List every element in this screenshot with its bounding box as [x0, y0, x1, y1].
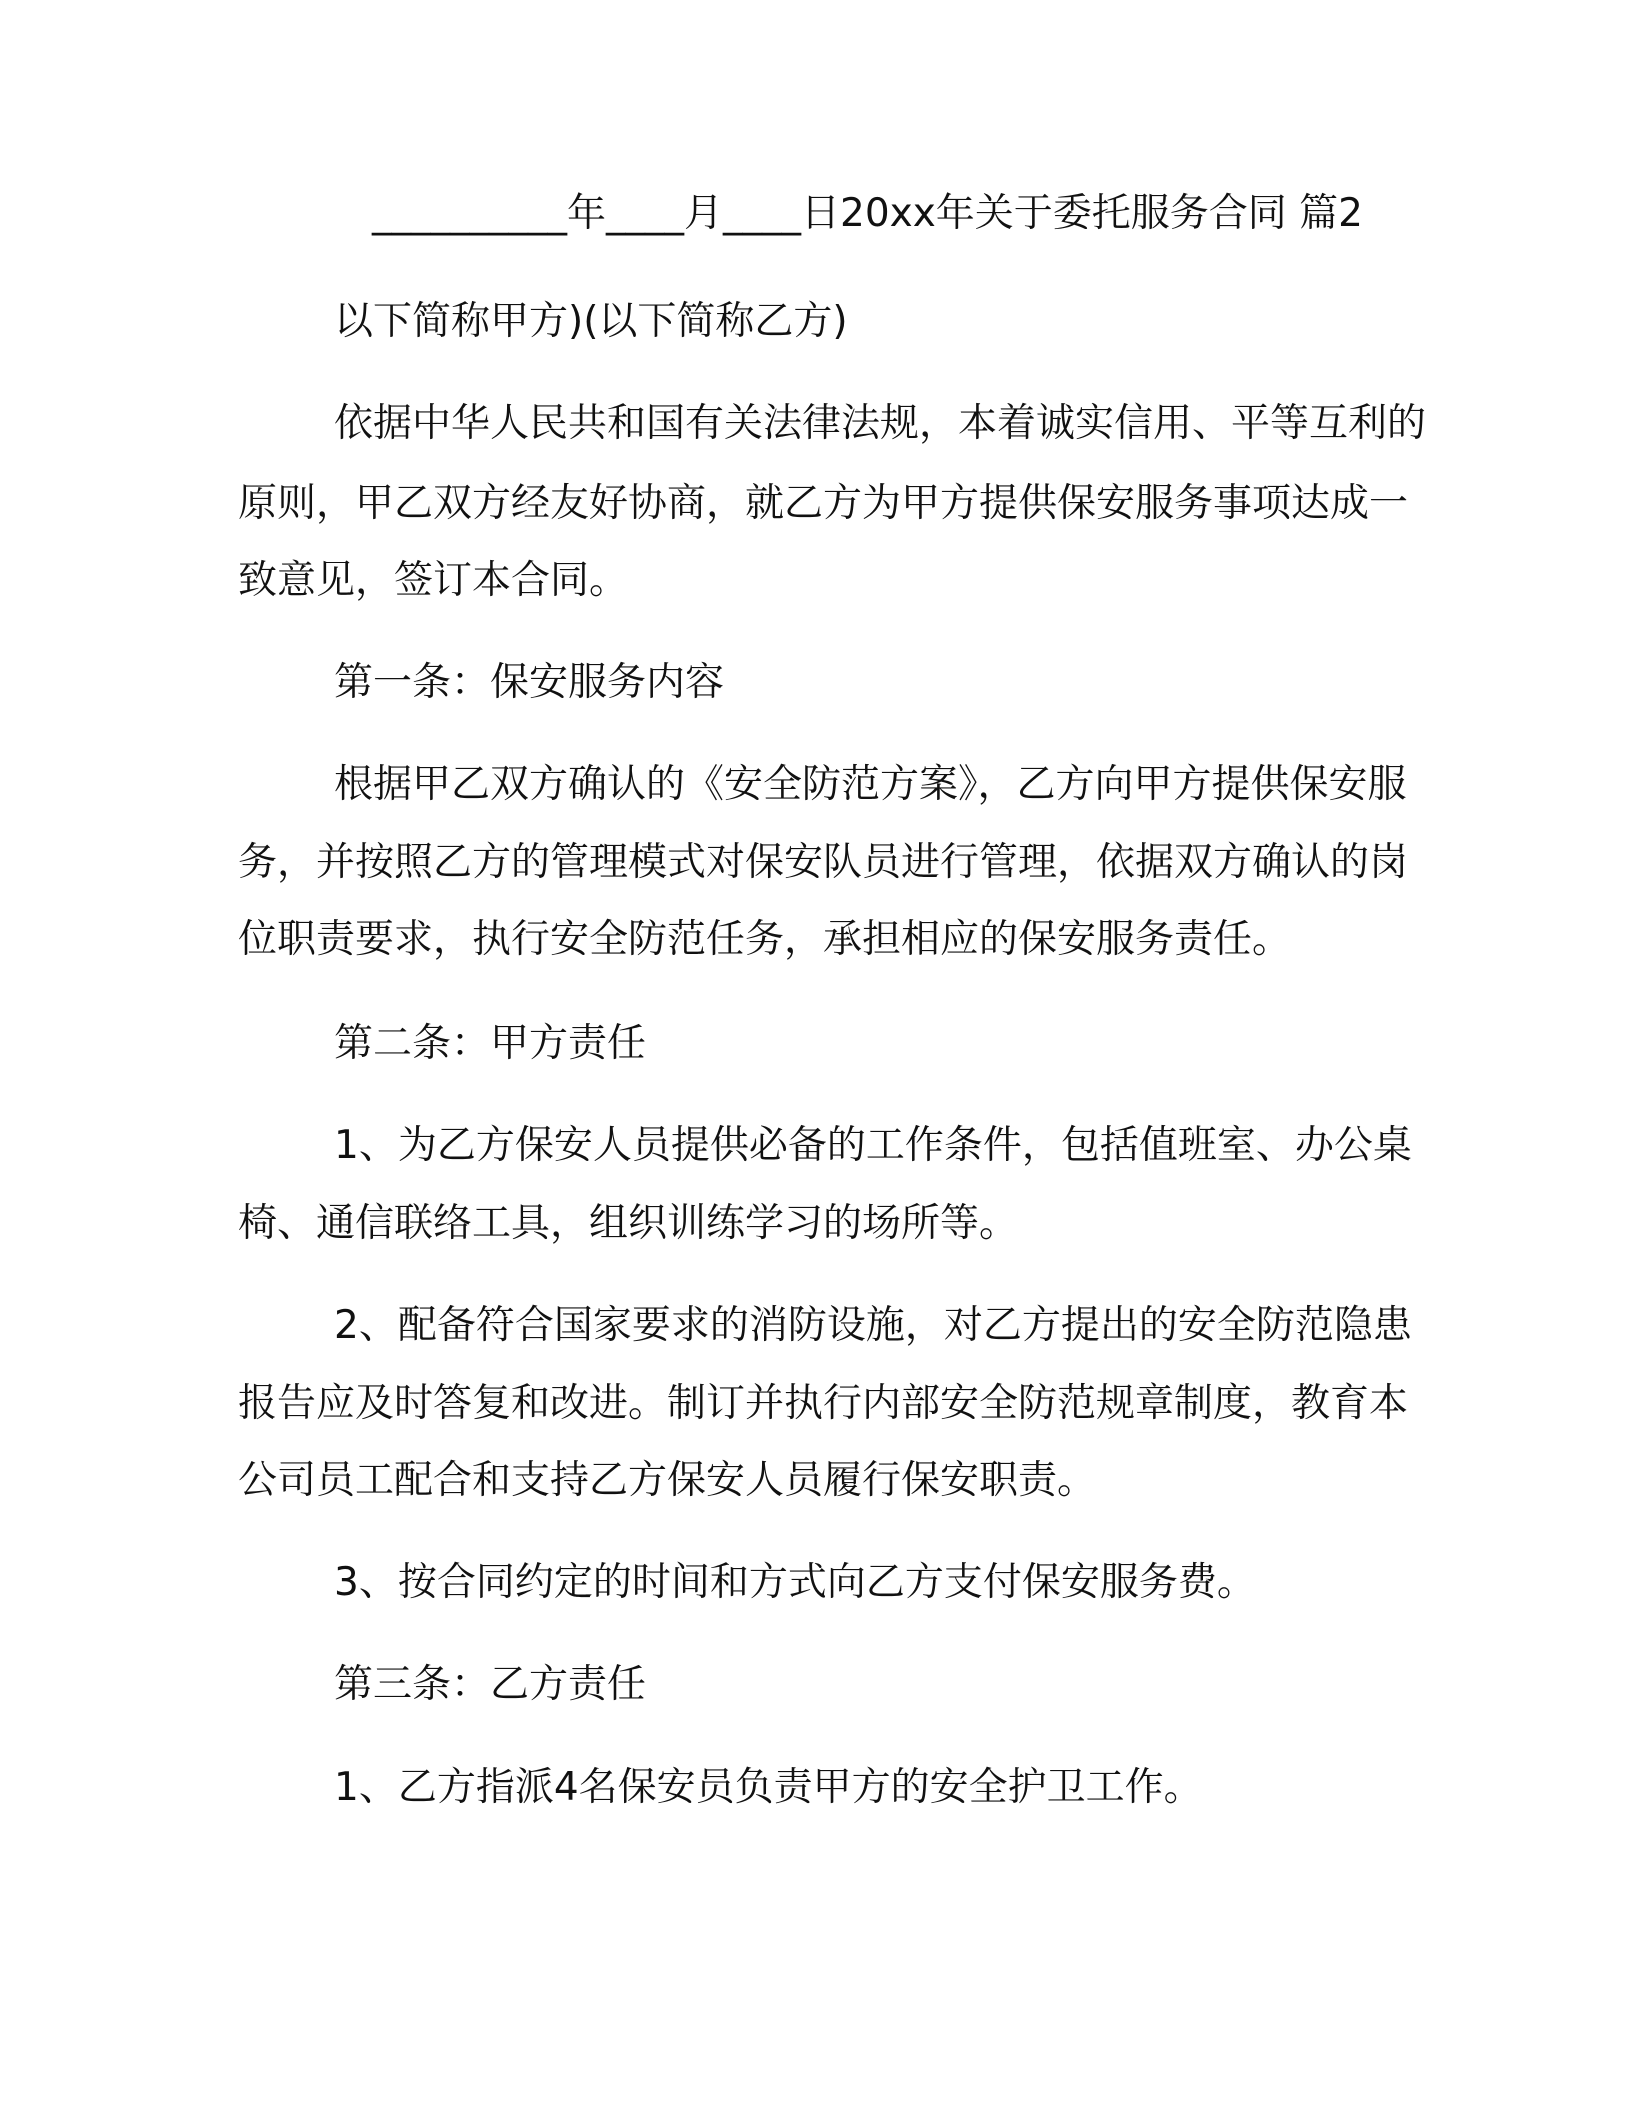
intro-line-2: 原则，甲乙双方经友好协商，就乙方为甲方提供保安服务事项达成一 [238, 481, 1409, 526]
document-title: __________年____月____日20xx年关于委托服务合同 篇2 [372, 191, 1363, 236]
article2-item3: 3、按合同约定的时间和方式向乙方支付保安服务费。 [334, 1560, 1256, 1605]
article2-item1-line-1: 1、为乙方保安人员提供必备的工作条件，包括值班室、办公桌 [334, 1123, 1412, 1168]
article2-item1-line-2: 椅、通信联络工具，组织训练学习的场所等。 [238, 1201, 1019, 1246]
intro-line-3: 致意见，签订本合同。 [238, 558, 629, 603]
parties-line: 以下简称甲方)(以下简称乙方) [334, 299, 848, 344]
article1-line-3: 位职责要求，执行安全防范任务，承担相应的保安服务责任。 [238, 917, 1292, 962]
article2-item2-line-1: 2、配备符合国家要求的消防设施，对乙方提出的安全防范隐患 [334, 1303, 1412, 1348]
article1-heading: 第一条：保安服务内容 [334, 660, 725, 705]
article1-line-2: 务，并按照乙方的管理模式对保安队员进行管理，依据双方确认的岗 [238, 840, 1409, 885]
article2-item2-line-3: 公司员工配合和支持乙方保安人员履行保安职责。 [238, 1458, 1097, 1503]
article2-heading: 第二条：甲方责任 [334, 1021, 647, 1066]
article1-line-1: 根据甲乙双方确认的《安全防范方案》，乙方向甲方提供保安服 [334, 762, 1407, 807]
article2-item2-line-2: 报告应及时答复和改进。制订并执行内部安全防范规章制度，教育本 [238, 1381, 1409, 1426]
article3-item1: 1、乙方指派4名保安员负责甲方的安全护卫工作。 [334, 1765, 1203, 1810]
intro-line-1: 依据中华人民共和国有关法律法规，本着诚实信用、平等互利的 [334, 401, 1427, 446]
article3-heading: 第三条：乙方责任 [334, 1662, 647, 1707]
